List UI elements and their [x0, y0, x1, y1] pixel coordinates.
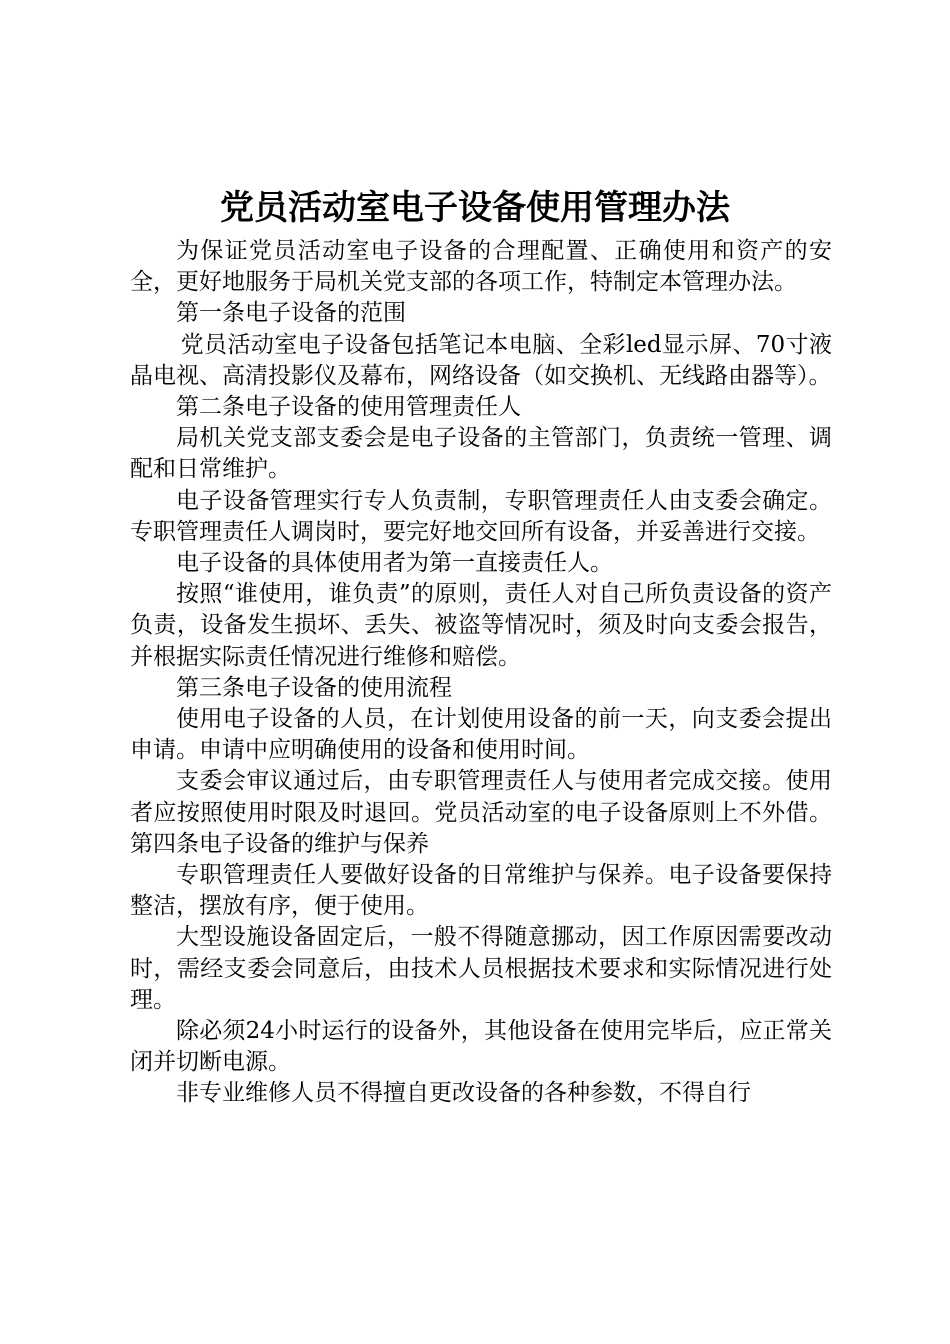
paragraph-usage-application: 使用电子设备的人员，在计划使用设备的前一天，向支委会提出申请。申请中应明确使用的设备和使用时间。	[130, 706, 832, 764]
paragraph-direct-responsible: 电子设备的具体使用者为第一直接责任人。	[176, 550, 613, 577]
paragraph-intro: 为保证党员活动室电子设备的合理配置、正确使用和资产的安全，更好地服务于局机关党支部的各项工作，特制定本管理办法。	[130, 238, 832, 296]
paragraph-liability-principle: 按照“谁使用，谁负责”的原则，责任人对自己所负责设备的资产负责，设备发生损坏、丢失、被盗等情况时，须及时向支委会报告，并根据实际责任情况进行维修和赔偿。	[130, 581, 832, 670]
article-2-heading: 第二条电子设备的使用管理责任人	[176, 394, 521, 421]
paragraph-usage-handover: 支委会审议通过后，由专职管理责任人与使用者完成交接。使用者应按照使用时限及时退回。党员活动室的电子设备原则上不外借。第四条电子设备的维护与保养	[130, 768, 832, 857]
paragraph-management-dept: 局机关党支部支委会是电子设备的主管部门，负责统一管理、调配和日常维护。	[130, 425, 832, 483]
paragraph-power-off: 除必须24小时运行的设备外，其他设备在使用完毕后，应正常关闭并切断电源。	[130, 1018, 832, 1076]
paragraph-fixed-equipment: 大型设施设备固定后，一般不得随意挪动，因工作原因需要改动时，需经支委会同意后，由技术人员根据技术要求和实际情况进行处理。	[130, 924, 832, 1013]
paragraph-parameters: 非专业维修人员不得擅自更改设备的各种参数，不得自行	[176, 1080, 751, 1107]
article-1-heading: 第一条电子设备的范围	[176, 300, 406, 327]
document-body	[130, 236, 832, 1110]
paragraph-maintenance: 专职管理责任人要做好设备的日常维护与保养。电子设备要保持整洁，摆放有序，便于使用。	[130, 862, 832, 920]
paragraph-responsibility-system: 电子设备管理实行专人负责制，专职管理责任人由支委会确定。专职管理责任人调岗时，要完好地交回所有设备，并妥善进行交接。	[130, 487, 832, 545]
document-title: 党员活动室电子设备使用管理办法	[220, 188, 730, 228]
paragraph-equipment-scope: 党员活动室电子设备包括笔记本电脑、全彩led显示屏、70寸液晶电视、高清投影仪及幕布，网络设备（如交换机、无线路由器等）。	[130, 331, 832, 389]
article-3-heading: 第三条电子设备的使用流程	[176, 674, 452, 701]
